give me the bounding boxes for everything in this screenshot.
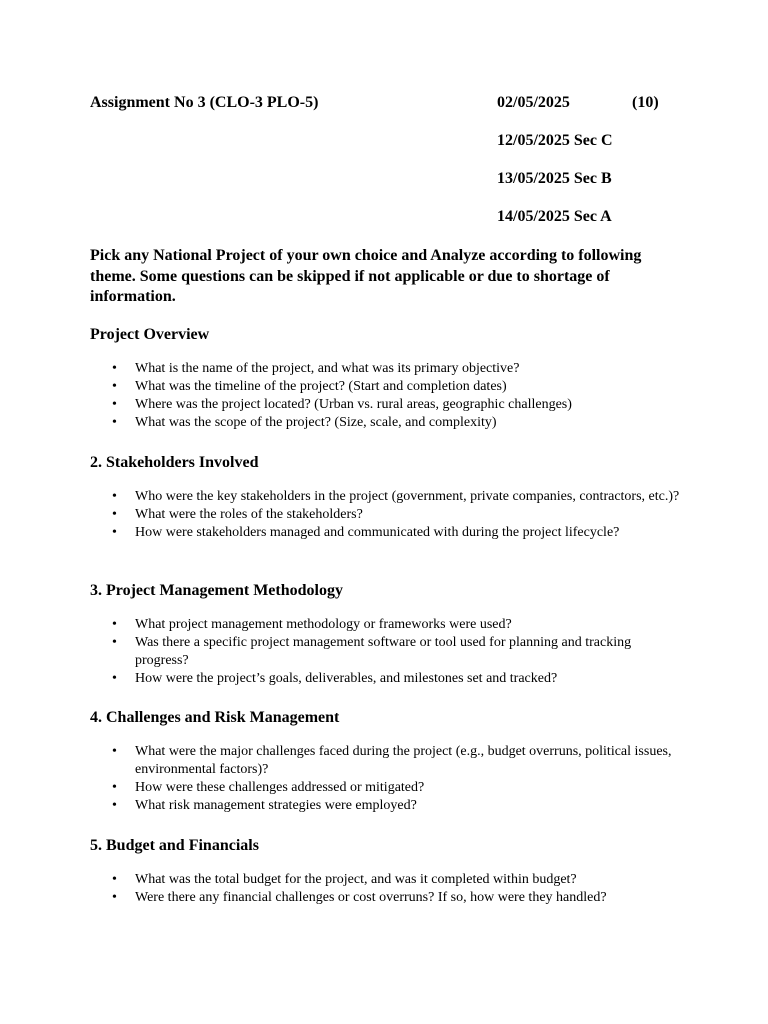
section-heading: 4. Challenges and Risk Management — [90, 709, 340, 726]
section-stakeholders — [90, 452, 690, 542]
question-text: What were the major challenges faced during the project (e.g., budget overruns, political issues, environmental factors)? — [135, 744, 672, 777]
bullet-icon: • — [112, 397, 117, 412]
question-text: What was the scope of the project? (Size, scale, and complexity) — [135, 415, 497, 430]
assignment-title: Assignment No 3 (CLO-3 PLO-5) — [90, 94, 319, 111]
bullet-icon: • — [112, 617, 117, 632]
list-item — [90, 506, 680, 524]
instruction-paragraph: Pick any National Project of your own choice and Analyze according to following theme. Some questions can be skipped if not applicable or due to shortage of information. — [90, 247, 642, 305]
list-item — [90, 488, 680, 506]
deadline-sec-b: 13/05/2025 Sec B — [497, 170, 612, 187]
list-item — [90, 414, 680, 432]
deadline-row — [90, 206, 710, 228]
question-text: What risk management strategies were employed? — [135, 798, 417, 813]
section-heading: 2. Stakeholders Involved — [90, 454, 259, 471]
bullet-icon: • — [112, 635, 117, 650]
bullet-icon: • — [112, 415, 117, 430]
question-list — [90, 743, 690, 815]
deadline-sec-c: 12/05/2025 Sec C — [497, 132, 613, 149]
bullet-icon: • — [112, 507, 117, 522]
deadline-row — [90, 130, 710, 152]
question-text: How were these challenges addressed or mitigated? — [135, 780, 425, 795]
section-challenges — [90, 707, 690, 815]
bullet-icon: • — [112, 361, 117, 376]
section-heading: 3. Project Management Methodology — [90, 582, 343, 599]
section-heading: 5. Budget and Financials — [90, 837, 259, 854]
question-text: What is the name of the project, and what was its primary objective? — [135, 361, 520, 376]
question-list — [90, 871, 690, 907]
bullet-icon: • — [112, 798, 117, 813]
list-item — [90, 797, 680, 815]
question-text: What were the roles of the stakeholders? — [135, 507, 363, 522]
list-item — [90, 670, 680, 688]
bullet-icon: • — [112, 489, 117, 504]
list-item — [90, 524, 680, 542]
list-item — [90, 634, 680, 670]
assignment-header — [90, 92, 710, 114]
list-item — [90, 378, 680, 396]
question-text: How were stakeholders managed and communicated with during the project lifecycle? — [135, 525, 620, 540]
bullet-icon: • — [112, 671, 117, 686]
question-text: What project management methodology or frameworks were used? — [135, 617, 512, 632]
question-text: Was there a specific project management software or tool used for planning and tracking progress? — [135, 635, 632, 668]
section-heading: Project Overview — [90, 326, 210, 343]
assignment-date: 02/05/2025 — [497, 94, 570, 111]
deadline-row — [90, 168, 710, 190]
list-item — [90, 743, 680, 779]
section-project-overview — [90, 324, 690, 432]
section-budget — [90, 835, 690, 907]
bullet-icon: • — [112, 890, 117, 905]
bullet-icon: • — [112, 780, 117, 795]
bullet-icon: • — [112, 525, 117, 540]
question-list — [90, 616, 690, 688]
question-text: Where was the project located? (Urban vs. rural areas, geographic challenges) — [135, 397, 572, 412]
question-text: Were there any financial challenges or cost overruns? If so, how were they handled? — [135, 890, 607, 905]
section-methodology — [90, 580, 690, 688]
question-text: What was the total budget for the project, and was it completed within budget? — [135, 872, 577, 887]
list-item — [90, 779, 680, 797]
bullet-icon: • — [112, 744, 117, 759]
deadline-sec-a: 14/05/2025 Sec A — [497, 208, 612, 225]
assignment-marks: (10) — [632, 94, 659, 111]
list-item — [90, 871, 680, 889]
list-item — [90, 360, 680, 378]
list-item — [90, 616, 680, 634]
bullet-icon: • — [112, 379, 117, 394]
question-text: How were the project’s goals, deliverables, and milestones set and tracked? — [135, 671, 558, 686]
question-list — [90, 488, 690, 542]
question-text: What was the timeline of the project? (Start and completion dates) — [135, 379, 507, 394]
list-item — [90, 396, 680, 414]
bullet-icon: • — [112, 872, 117, 887]
question-list — [90, 360, 690, 432]
list-item — [90, 889, 680, 907]
question-text: Who were the key stakeholders in the project (government, private companies, contractors, etc.)? — [135, 489, 680, 504]
